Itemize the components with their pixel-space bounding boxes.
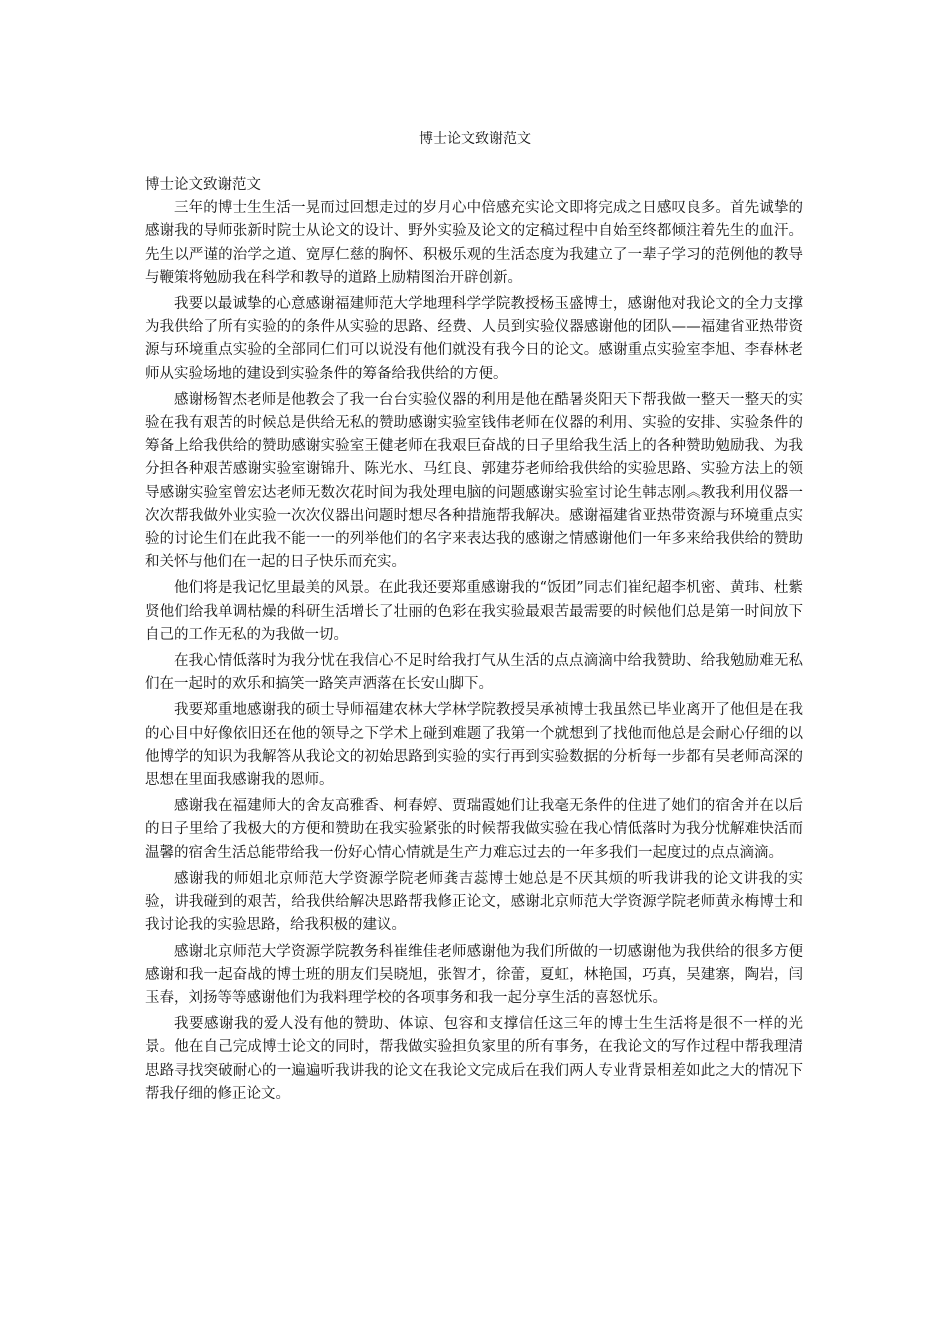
paragraph-6: 我要郑重地感谢我的硕士导师福建农林大学林学院教授吴承祯博士我虽然已毕业离开了他但是在我的心目中好像依旧还在他的领导之下学术上碰到难题了我第一个就想到了找他而他总是会耐心仔细的以他博学的知识为我解答从我论文的初始思路到实验的实行再到实验数据的分析每一步都有吴老师高深的思想在里面我感谢我的恩师。 <box>145 702 803 789</box>
paragraph-5: 在我心情低落时为我分忧在我信心不足时给我打气从生活的点点滴滴中给我赞助、给我勉励难无私们在一起时的欢乐和搞笑一路笑声洒落在长安山脚下。 <box>145 653 803 693</box>
page-title: 博士论文致谢范文 <box>419 131 531 147</box>
document-body <box>145 174 803 1109</box>
paragraph-3: 感谢杨智杰老师是他教会了我一台台实验仪器的利用是他在酷暑炎阳天下帮我做一整天一整天的实验在我有艰苦的时候总是供给无私的赞助感谢实验室钱伟老师在仪器的利用、实验的安排、实验条件的筹备上给我供给的赞助感谢实验室王健老师在我艰巨奋战的日子里给我生活上的各种赞助勉励我、为我分担各种艰苦感谢实验室谢锦升、陈光水、马红良、郭建芬老师给我供给的实验思路、实验方法上的领导感谢实验室曾宏达老师无数次花时间为我处理电脑的问题感谢实验室讨论生韩志刚︽教我利用仪器一次次帮我做外业实验一次次仪器出问题时想尽各种措施帮我解决。感谢福建省亚热带资源与环境重点实验的讨论生们在此我不能一一的列举他们的名字来表达我的感谢之情感谢他们一年多来给我供给的赞助和关怀与他们在一起的日子快乐而充实。 <box>145 391 803 571</box>
paragraph-8: 感谢我的师姐北京师范大学资源学院老师龚吉蕊博士她总是不厌其烦的听我讲我的论文讲我的实验，讲我碰到的艰苦，给我供给解决思路帮我修正论文，感谢北京师范大学资源学院老师黄永梅博士和我讨论我的实验思路，给我积极的建议。 <box>145 870 803 934</box>
document-subtitle: 博士论文致谢范文 <box>145 177 261 193</box>
paragraph-10: 我要感谢我的爱人没有他的赞助、体谅、包容和支撑信任这三年的博士生生活将是很不一样的光景。他在自己完成博士论文的同时，帮我做实验担负家里的所有事务，在我论文的写作过程中帮我理清思路寻找突破耐心的一遍遍听我讲我的论文在我论文完成后在我们两人专业背景相差如此之大的情况下帮我仔细的修正论文。 <box>145 1016 803 1102</box>
paragraph-4: 他们将是我记忆里最美的风景。在此我还要郑重感谢我的“饭团”同志们崔纪超李机密、黄玮、杜紫贤他们给我单调枯燥的科研生活增长了壮丽的色彩在我实验最艰苦最需要的时候他们总是第一时间放下自己的工作无私的为我做一切。 <box>145 580 803 643</box>
paragraph-9: 感谢北京师范大学资源学院教务科崔维佳老师感谢他为我们所做的一切感谢他为我供给的很多方便感谢和我一起奋战的博士班的朋友们吴晓旭，张智才，徐蕾，夏虹，林艳国，巧真，吴建寨，陶岩，闫玉春，刘扬等等感谢他们为我料理学校的各项事务和我一起分享生活的喜怒忧乐。 <box>145 943 803 1006</box>
paragraph-1: 三年的博士生生活一晃而过回想走过的岁月心中倍感充实论文即将完成之日感叹良多。首先诚挚的感谢我的导师张新时院士从论文的设计、野外实验及论文的定稿过程中自始至终都倾注着先生的血汗。先生以严谨的治学之道、宽厚仁慈的胸怀、积极乐观的生活态度为我建立了一辈子学习的范例他的教导与鞭策将勉励我在科学和教导的道路上励精图治开辟创新。 <box>145 200 803 286</box>
paragraph-7: 感谢我在福建师大的舍友高雅香、柯春婷、贾瑞霞她们让我毫无条件的住进了她们的宿舍并在以后的日子里给了我极大的方便和赞助在我实验紧张的时候帮我做实验在我心情低落时为我分忧解难快活而温馨的宿舍生活总能带给我一份好心情心情就是生产力难忘过去的一年多我们一起度过的点点滴滴。 <box>145 798 803 861</box>
paragraph-2: 我要以最诚挚的心意感谢福建师范大学地理科学学院教授杨玉盛博士，感谢他对我论文的全力支撑为我供给了所有实验的的条件从实验的思路、经费、人员到实验仪器感谢他的团队——福建省亚热带资源与环境重点实验的全部同仁们可以说没有他们就没有我今日的论文。感谢重点实验室李旭、李春林老师从实验场地的建设到实验条件的筹备给我供给的方便。 <box>145 296 803 382</box>
